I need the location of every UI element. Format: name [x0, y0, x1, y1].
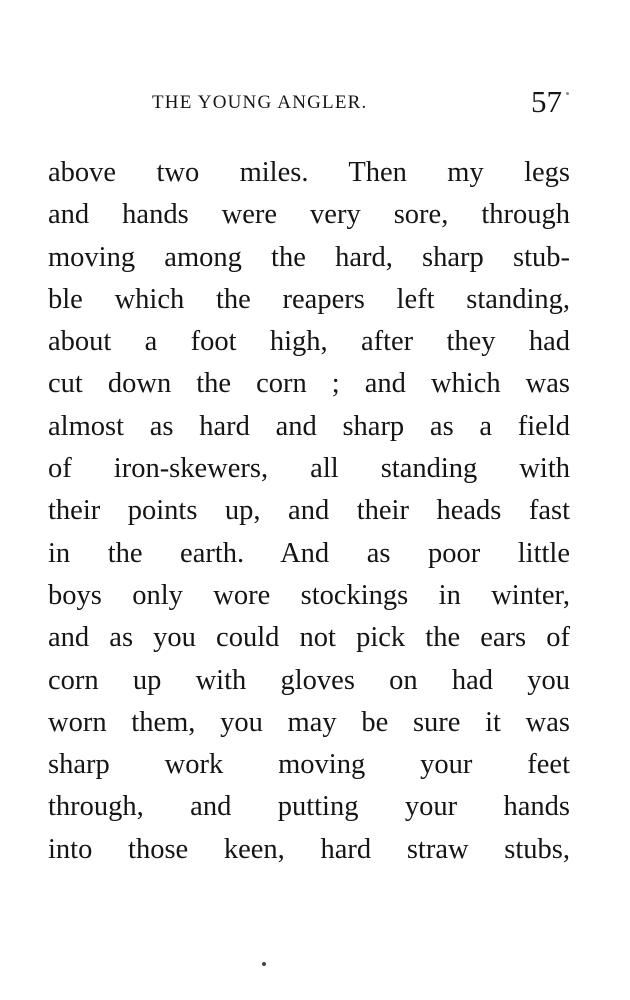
text-line: in the earth. And as poor little: [48, 537, 570, 569]
text-line: above two miles. Then my legs: [48, 157, 570, 188]
print-speck: [566, 92, 569, 95]
text-line: corn up with gloves on had you: [48, 664, 570, 696]
running-header: [0, 84, 630, 124]
text-line: worn them, you may be sure it was: [48, 706, 570, 738]
page-number: 57: [531, 84, 562, 119]
text-line: through, and putting your hands: [48, 791, 570, 823]
text-line: sharp work moving your feet: [48, 749, 570, 781]
text-line: into those keen, hard straw stubs,: [48, 833, 570, 865]
running-title: THE YOUNG ANGLER.: [152, 92, 368, 113]
text-line: almost as hard and sharp as a field: [48, 410, 570, 442]
text-line: and as you could not pick the ears of: [48, 622, 570, 654]
text-line: their points up, and their heads fast: [48, 495, 570, 527]
body-text: [48, 152, 570, 871]
text-line: about a foot high, after they had: [48, 326, 570, 358]
text-line: ble which the reapers left standing,: [48, 283, 570, 315]
signature-mark: [262, 962, 266, 966]
text-line: moving among the hard, sharp stub-: [48, 241, 570, 273]
text-line: boys only wore stockings in winter,: [48, 579, 570, 611]
text-line: of iron-skewers, all standing with: [48, 453, 570, 485]
text-line: cut down the corn ; and which was: [48, 368, 570, 400]
text-line: and hands were very sore, through: [48, 199, 570, 231]
